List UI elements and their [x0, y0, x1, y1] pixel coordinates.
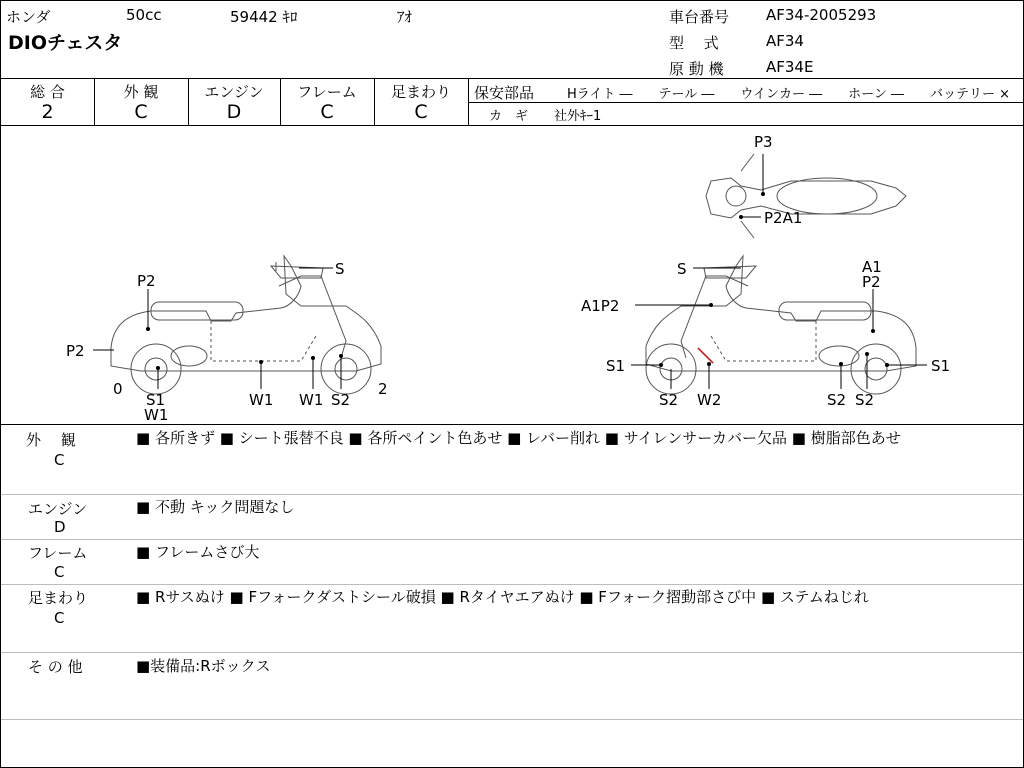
- label-left-s: S: [335, 260, 345, 278]
- label-top-p2a1: P2A1: [764, 209, 803, 227]
- label-right-s2-c: S2: [855, 391, 875, 409]
- grade-value-exterior: C: [134, 101, 148, 123]
- type: AF34: [766, 32, 804, 50]
- grade-label-exterior: 外 観: [123, 83, 159, 101]
- damage-diagram: [1, 126, 1023, 424]
- label-right-a1: A1: [862, 258, 882, 276]
- label-right-s1-right: S1: [931, 357, 951, 375]
- parts-line1: Hライト ― テール ― ウインカー ― ホーン ― バッテリー ×: [567, 87, 1011, 102]
- displacement: 50cc: [126, 6, 162, 24]
- label-left-s1: S1: [146, 391, 166, 409]
- model-name: DIOチェスタ: [8, 32, 123, 54]
- section-text-suspension: ■ Rサスぬけ ■ Fフォークダストシール破損 ■ Rタイヤエアぬけ ■ Fフォーク摺動部さび中 ■ ステムねじれ: [136, 588, 869, 606]
- label-left-w1-b: W1: [299, 391, 324, 409]
- label-left-s2: S2: [331, 391, 351, 409]
- label-left-two: 2: [378, 380, 388, 398]
- grade-label-overall: 総 合: [30, 83, 65, 101]
- label-left-p2-left: P2: [66, 342, 85, 360]
- grade-value-suspension: C: [414, 101, 428, 123]
- grade-value-engine: D: [226, 101, 242, 123]
- section-title-other: そ の 他: [28, 658, 83, 676]
- color: ｱｵ: [397, 8, 413, 26]
- section-text-exterior: ■ 各所きず ■ シート張替不良 ■ 各所ペイント色あせ ■ レバー削れ ■ サイレンサーカバー欠品 ■ 樹脂部色あせ: [136, 429, 901, 447]
- label-right-s: S: [677, 260, 687, 278]
- scooter-top-view: [706, 154, 906, 238]
- label-left-w1-under: W1: [144, 406, 169, 424]
- label-left-w1-a: W1: [249, 391, 274, 409]
- label-left-zero: 0: [113, 380, 123, 398]
- section-title-suspension: 足まわり: [28, 589, 89, 607]
- label-right-s2-a: S2: [659, 391, 679, 409]
- parts-divider: [468, 102, 1023, 103]
- label-right-w2: W2: [697, 391, 722, 409]
- label-right-s1-left: S1: [606, 357, 626, 375]
- grade-table-top: [1, 78, 1023, 79]
- frame-no-label: 車台番号: [669, 8, 730, 26]
- section-title-engine: エンジン: [28, 500, 88, 518]
- grade-value-frame: C: [320, 101, 334, 123]
- section-text-engine: ■ 不動 キック問題なし: [136, 498, 295, 516]
- frame-no: AF34-2005293: [766, 6, 877, 24]
- mileage: 59442 ｷﾛ: [230, 8, 298, 26]
- section-grade-exterior: C: [54, 451, 65, 469]
- label-left-p2-top: P2: [137, 272, 156, 290]
- section-grade-frame: C: [54, 563, 65, 581]
- section-grade-suspension: C: [54, 609, 65, 627]
- engine-label: 原 動 機: [669, 60, 724, 78]
- section-text-other: ■装備品:Rボックス: [136, 657, 271, 675]
- maker: ホンダ: [6, 8, 51, 26]
- grade-value-overall: 2: [41, 101, 54, 123]
- section-title-frame: フレーム: [28, 544, 88, 562]
- label-right-p2: P2: [862, 273, 881, 291]
- section-title-exterior: 外 観: [26, 431, 76, 449]
- type-label: 型 式: [669, 34, 719, 52]
- engine: AF34E: [766, 58, 814, 76]
- label-top-p3: P3: [754, 133, 773, 151]
- parts-line2: カ ギ 社外ｷｰ1: [489, 109, 602, 124]
- section-grade-engine: D: [54, 518, 66, 536]
- section-text-frame: ■ フレームさび大: [136, 543, 260, 561]
- grade-label-engine: エンジン: [204, 83, 264, 101]
- grade-label-frame: フレーム: [297, 83, 357, 101]
- parts-label: 保安部品: [474, 84, 535, 102]
- label-right-a1p2: A1P2: [581, 297, 620, 315]
- grade-label-suspension: 足まわり: [390, 83, 451, 101]
- label-right-s2-b: S2: [827, 391, 847, 409]
